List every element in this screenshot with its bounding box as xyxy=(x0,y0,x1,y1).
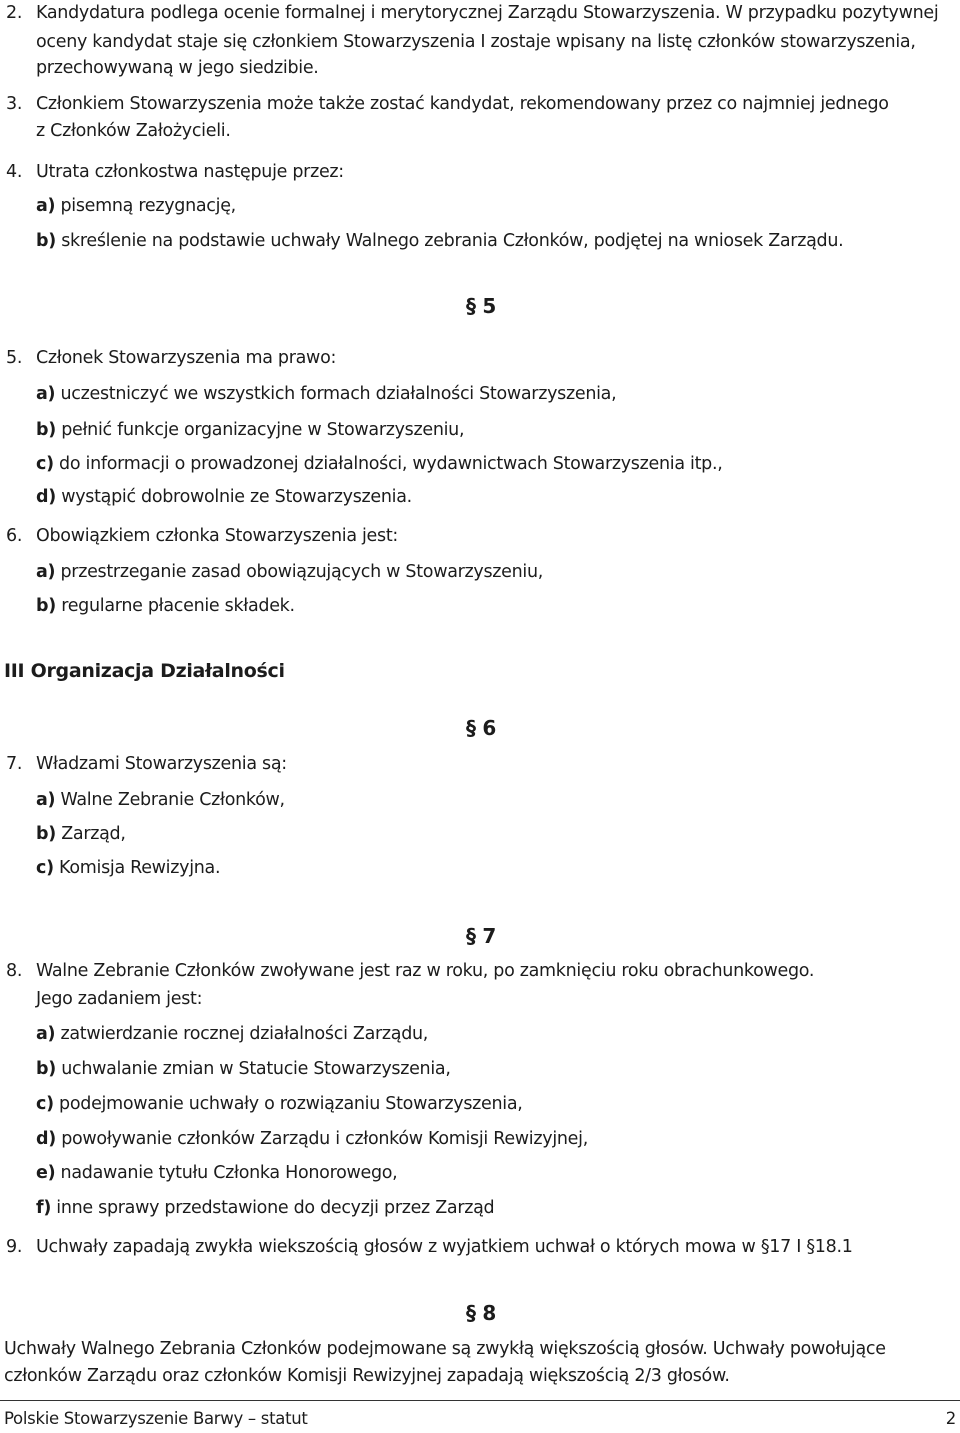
paragraph-8-line-2: Jego zadaniem jest: xyxy=(36,989,203,1009)
list-item: a) uczestniczyć we wszystkich formach działalności Stowarzyszenia, xyxy=(36,384,617,404)
paragraph-6-intro: 6. Obowiązkiem członka Stowarzyszenia jest: xyxy=(6,526,399,546)
paragraph-2-line-3: przechowywaną w jego siedzibie. xyxy=(36,58,319,78)
section-heading-6: § 6 xyxy=(466,716,496,740)
list-item: c) do informacji o prowadzonej działalności, wydawnictwach Stowarzyszenia itp., xyxy=(36,454,723,474)
list-item: d) powoływanie członków Zarządu i członków Komisji Rewizyjnej, xyxy=(36,1129,588,1149)
paragraph-3-line-2: z Członków Założycieli. xyxy=(36,121,231,141)
list-item: c) podejmowanie uchwały o rozwiązaniu Stowarzyszenia, xyxy=(36,1094,523,1114)
list-item: a) przestrzeganie zasad obowiązujących w Stowarzyszeniu, xyxy=(36,562,544,582)
footer-divider xyxy=(0,1400,960,1401)
list-item: f) inne sprawy przedstawione do decyzji przez Zarząd xyxy=(36,1198,495,1218)
paragraph-10-line-1: Uchwały Walnego Zebrania Członków podejmowane są zwykłą większością głosów. Uchwały powołujące xyxy=(4,1339,886,1359)
list-item: b) uchwalanie zmian w Statucie Stowarzyszenia, xyxy=(36,1059,451,1079)
footer-title: Polskie Stowarzyszenie Barwy – statut xyxy=(4,1409,308,1428)
list-item: c) Komisja Rewizyjna. xyxy=(36,858,221,878)
list-item: b) pełnić funkcje organizacyjne w Stowarzyszeniu, xyxy=(36,420,465,440)
paragraph-9: 9. Uchwały zapadają zwykła wiekszością głosów z wyjatkiem uchwał o których mowa w §17 I §18.1 xyxy=(6,1237,853,1257)
section-heading-7: § 7 xyxy=(466,924,496,948)
paragraph-5-intro: 5. Członek Stowarzyszenia ma prawo: xyxy=(6,348,337,368)
page-number: 2 xyxy=(945,1409,956,1428)
list-item: b) regularne płacenie składek. xyxy=(36,596,295,616)
paragraph-4-intro: 4. Utrata członkostwa następuje przez: xyxy=(6,162,344,182)
paragraph-8-line-1: 8. Walne Zebranie Członków zwoływane jest raz w roku, po zamknięciu roku obrachunkowego. xyxy=(6,961,815,981)
paragraph-10-line-2: członków Zarządu oraz członków Komisji Rewizyjnej zapadają większością 2/3 głosów. xyxy=(4,1366,730,1386)
list-item: a) Walne Zebranie Członków, xyxy=(36,790,285,810)
section-heading-8: § 8 xyxy=(466,1301,496,1325)
paragraph-2-line-1: 2. Kandydatura podlega ocenie formalnej i merytorycznej Zarządu Stowarzyszenia. W przypadku pozytywnej xyxy=(6,3,939,23)
list-item: d) wystąpić dobrowolnie ze Stowarzyszenia. xyxy=(36,487,412,507)
paragraph-3-line-1: 3. Członkiem Stowarzyszenia może także zostać kandydat, rekomendowany przez co najmniej jednego xyxy=(6,94,889,114)
list-item: a) pisemną rezygnację, xyxy=(36,196,236,216)
list-item: b) Zarząd, xyxy=(36,824,126,844)
section-heading-5: § 5 xyxy=(466,294,496,318)
paragraph-2-line-2: oceny kandydat staje się członkiem Stowarzyszenia I zostaje wpisany na listę członków stowarzyszenia, xyxy=(36,32,916,52)
paragraph-7-intro: 7. Władzami Stowarzyszenia są: xyxy=(6,754,287,774)
list-item: e) nadawanie tytułu Członka Honorowego, xyxy=(36,1163,398,1183)
list-item: a) zatwierdzanie rocznej działalności Zarządu, xyxy=(36,1024,429,1044)
list-item: b) skreślenie na podstawie uchwały Walnego zebrania Członków, podjętej na wniosek Zarządu. xyxy=(36,231,844,251)
chapter-heading: III Organizacja Działalności xyxy=(4,660,285,682)
